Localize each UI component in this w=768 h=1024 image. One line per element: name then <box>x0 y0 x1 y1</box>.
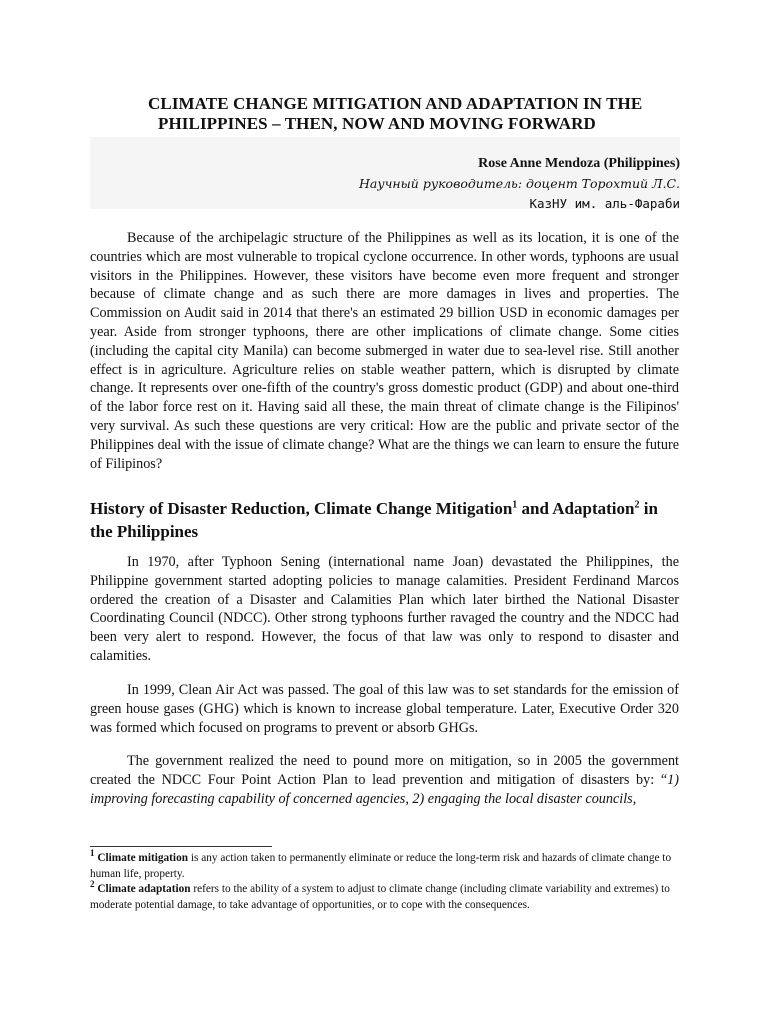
paragraph-1970: In 1970, after Typhoon Sening (international name Joan) devastated the Philippines, the Philippine government started adopting policies to manage calamities. President Ferdinand Marcos ordered the creation of a Disaster and Calamities Plan which later birthed the National Disaster Coordinating Council (NDCC). Other strong typhoons further ravaged the country and the NDCC had been very alert to respond. However, the focus of that law was only to respond to disaster and calamities. <box>90 554 679 664</box>
footnote-1-mark: 1 <box>90 848 95 859</box>
footnote-ref-2: 2 <box>634 499 640 511</box>
section-heading-part-3: in the Philippines <box>90 499 658 541</box>
footnote-2 <box>90 879 680 913</box>
footnote-2-mark: 2 <box>90 879 95 890</box>
author-name: Rose Anne Mendoza (Philippines) <box>478 156 680 171</box>
author-institution: КазНУ им. аль-Фараби <box>529 196 680 211</box>
footnote-2-text: refers to the ability of a system to adjust to climate change (including climate variability and extremes) to moderate potential damage, to take advantage of opportunities, or to cope with the consequences. <box>90 883 670 911</box>
footnote-1-text: is any action taken to permanently eliminate or reduce the long-term risk and hazards of climate change to human life, property. <box>90 852 672 880</box>
section-heading-part-2: and Adaptation <box>517 499 635 518</box>
footnote-separator <box>90 846 272 847</box>
section-heading-part-1: History of Disaster Reduction, Climate Change Mitigation <box>90 499 513 518</box>
intro-paragraph: Because of the archipelagic structure of the Philippines as well as its location, it is one of the countries which are most vulnerable to tropical cyclone occurrence. In other words, typhoons are usual visitors in the Philippines. However, these visitors have become even more frequent and stronger because of climate change and as such there are more damages in lives and properties. The Commission on Audit said in 2014 that there's an estimated 29 billion USD in economic damages per year. Aside from stronger typhoons, there are other implications of climate change. Some cities (including the capital city Manila) can become submerged in water due to sea-level rise. Still another effect is in agriculture. Agriculture relies on stable weather pattern, which is disrupted by climate change. It represents over one-fifth of the country's gross domestic product (GDP) and about one-third of the labor force rest on it. Having said all these, the main threat of climate change is the Filipinos' very survival. As such these questions are very critical: How are the public and private sector of the Philippines deal with the issue of climate change? What are the things we can learn to ensure the future of Filipinos? <box>90 230 679 472</box>
paragraph-2005-italic: 1) improving forecasting capability of concerned agencies, 2) engaging the local disaster councils, <box>90 771 679 807</box>
title-line-1: CLIMATE CHANGE MITIGATION AND ADAPTATION IN THE <box>148 94 643 113</box>
title-line-2: PHILIPPINES – THEN, NOW AND MOVING FORWARD <box>158 114 596 133</box>
paragraph-2005-lead: The government realized the need to pound more on mitigation, so in 2005 the government created the NDCC Four Point Action Plan to lead prevention and mitigation of disasters by: “ <box>90 753 679 788</box>
footnote-2-term: Climate adaptation <box>97 883 191 895</box>
footnote-ref-1: 1 <box>512 499 518 511</box>
paragraph-1999: In 1999, Clean Air Act was passed. The goal of this law was to set standards for the emission of green house gases (GHG) which is known to increase global temperature. Later, Executive Order 320 was formed which focused on programs to prevent or absorb GHGs. <box>90 682 679 736</box>
footnote-1-term: Climate mitigation <box>97 852 189 864</box>
paragraph-2005 <box>90 752 679 808</box>
footnote-1 <box>90 848 680 882</box>
paper-title <box>148 94 708 134</box>
author-block <box>359 154 680 214</box>
author-advisor: Научный руководитель: доцент Торохтий Л.С. <box>359 176 680 191</box>
section-heading <box>90 497 682 543</box>
